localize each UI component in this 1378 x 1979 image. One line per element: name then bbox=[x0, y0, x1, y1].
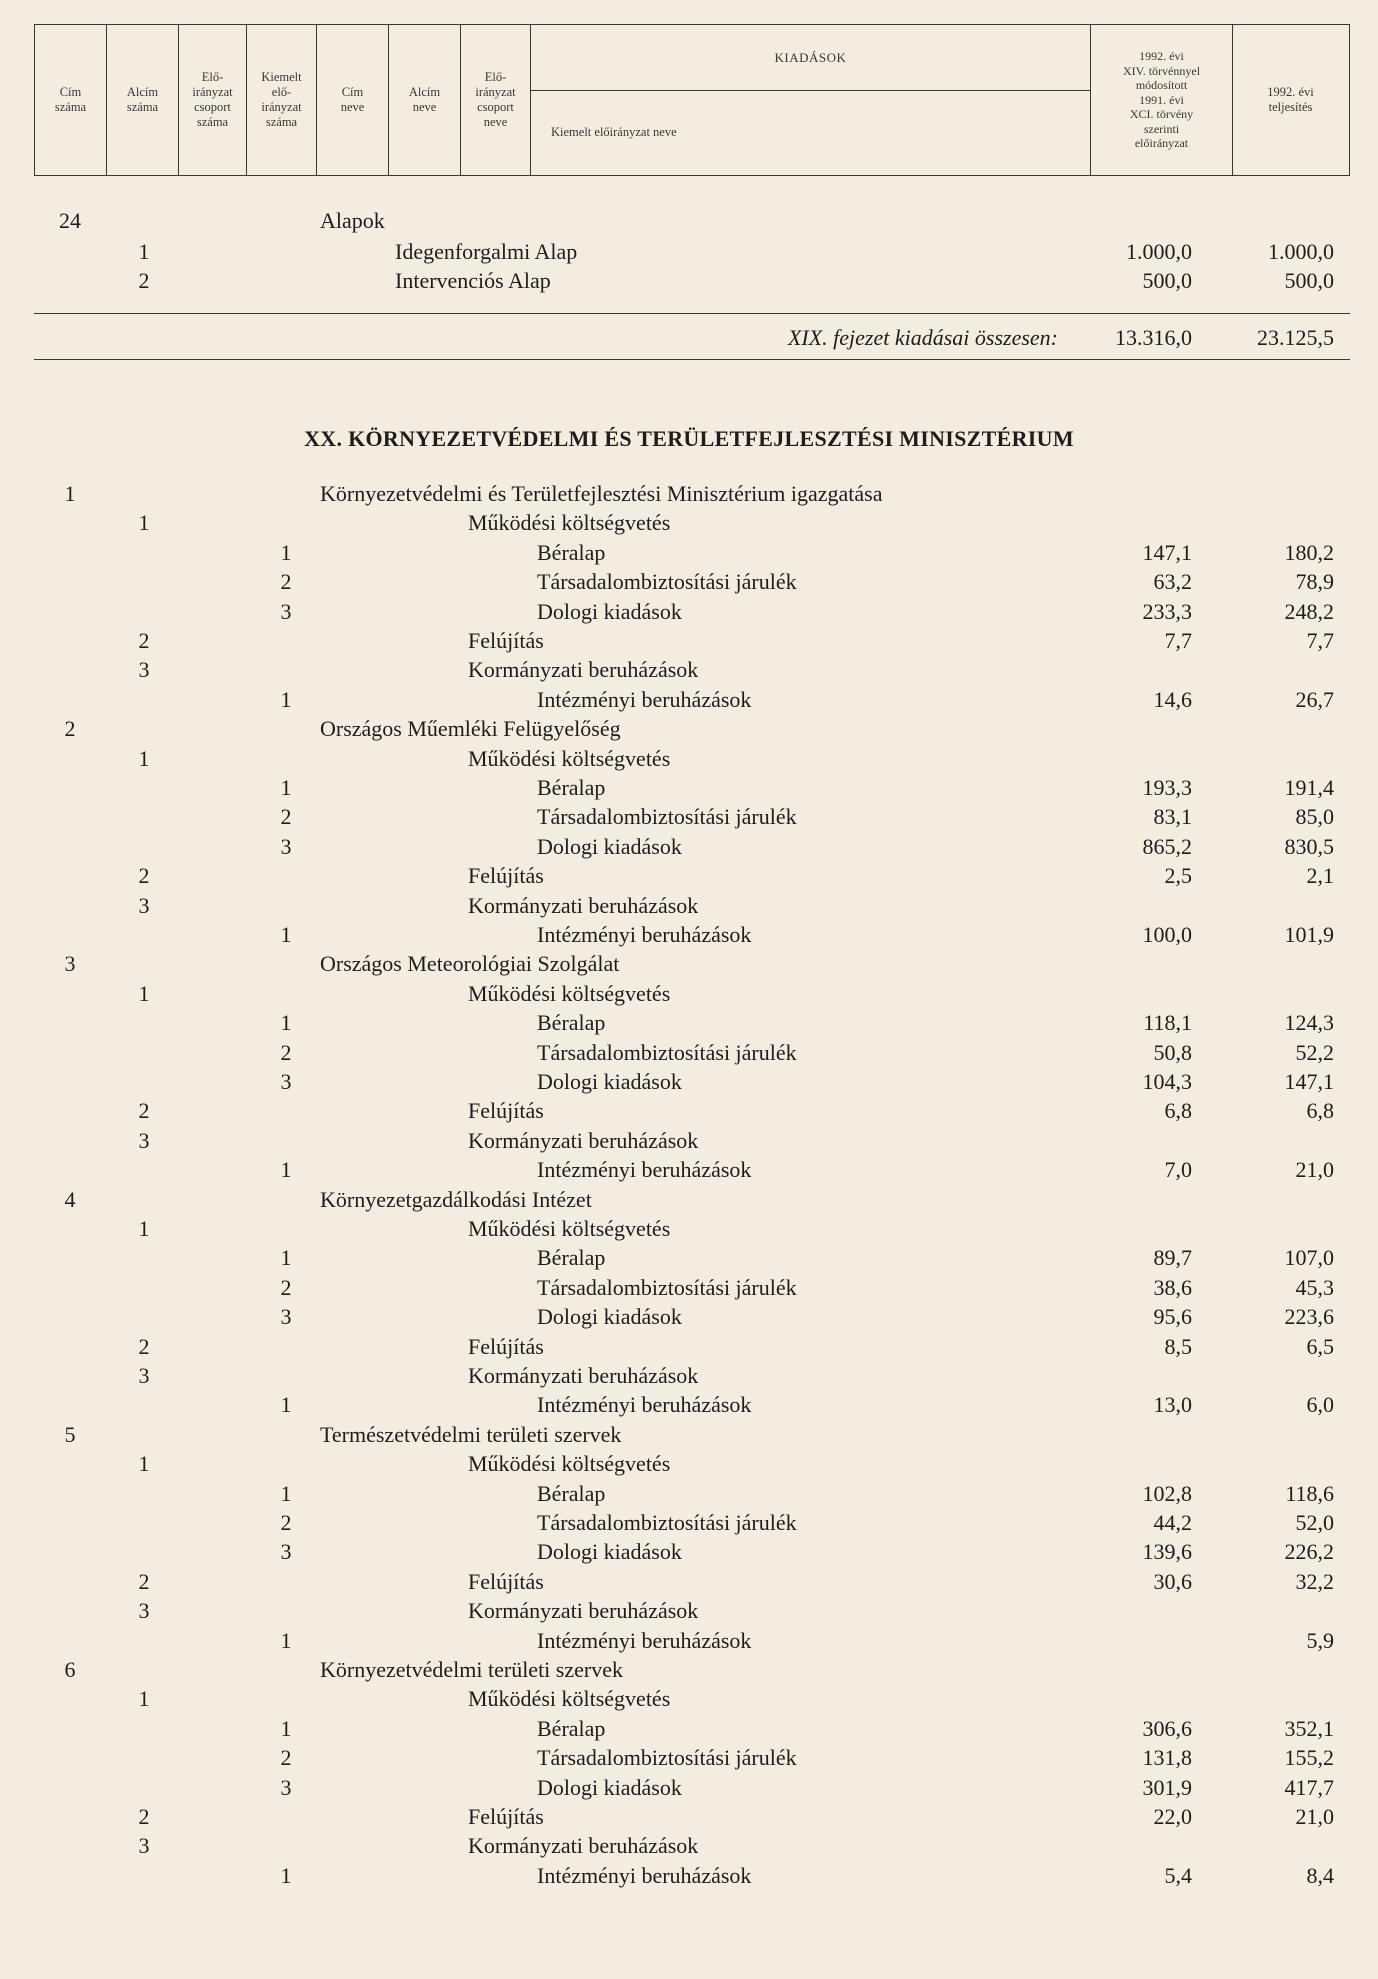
row-eloiranyzat-value: 865,2 bbox=[1142, 833, 1192, 859]
row-name: Társadalombiztosítási járulék bbox=[537, 804, 797, 830]
row-number: 1 bbox=[138, 745, 150, 771]
budget-row-level-3 bbox=[0, 1068, 1378, 1096]
row-number: 6 bbox=[64, 1657, 76, 1682]
row-eloiranyzat-value: 6,8 bbox=[1164, 1098, 1192, 1124]
row-teljesites-value: 21,0 bbox=[1295, 1157, 1334, 1183]
row-number: 1 bbox=[138, 1216, 150, 1241]
row-number: 1 bbox=[280, 1862, 292, 1888]
column-header-table bbox=[34, 24, 1350, 176]
chapter-total-eloiranyzat: 13.316,0 bbox=[1115, 325, 1192, 350]
row-teljesites-value: 191,4 bbox=[1284, 775, 1334, 800]
row-name: Társadalombiztosítási járulék bbox=[537, 1745, 797, 1771]
row-number: 2 bbox=[138, 863, 150, 889]
row-number: 2 bbox=[138, 1568, 150, 1594]
budget-row-level-3 bbox=[0, 1509, 1378, 1537]
budget-row-level-3 bbox=[0, 1009, 1378, 1037]
row-eloiranyzat-value: 14,6 bbox=[1153, 686, 1192, 712]
row-teljesites-value: 248,2 bbox=[1284, 598, 1334, 624]
row-name: Társadalombiztosítási járulék bbox=[537, 1039, 797, 1065]
row-name: Működési költségvetés bbox=[468, 745, 671, 771]
header-teljesites: 1992. évi teljesítés bbox=[1267, 85, 1314, 114]
row-number: 1 bbox=[280, 1157, 292, 1183]
row-number: 3 bbox=[138, 1833, 150, 1859]
budget-row-level-3 bbox=[0, 1538, 1378, 1566]
row-eloiranyzat-value: 22,0 bbox=[1153, 1804, 1192, 1829]
row-name: Országos Műemléki Felügyelőség bbox=[320, 716, 621, 742]
alapok-row-name: Idegenforgalmi Alap bbox=[395, 239, 578, 264]
row-number: 1 bbox=[138, 980, 150, 1006]
row-eloiranyzat-value: 38,6 bbox=[1153, 1274, 1192, 1300]
row-number: 2 bbox=[280, 1274, 292, 1300]
row-name: Dologi kiadások bbox=[537, 1774, 682, 1800]
alapok-row-eloiranyzat: 500,0 bbox=[1142, 268, 1192, 293]
budget-row-level-3 bbox=[0, 686, 1378, 714]
row-name: Dologi kiadások bbox=[537, 598, 682, 624]
row-name: Dologi kiadások bbox=[537, 1069, 682, 1094]
header-eloiranyzat-csoport-szama: Elő- irányzat csoport száma bbox=[179, 25, 247, 175]
row-name: Működési költségvetés bbox=[468, 1216, 671, 1241]
row-name: Működési költségvetés bbox=[468, 980, 671, 1006]
row-name: Felújítás bbox=[468, 1804, 544, 1829]
alapok-row-num: 1 bbox=[138, 239, 150, 264]
header-kiadasok: KIADÁSOK bbox=[531, 25, 1090, 91]
row-number: 2 bbox=[138, 628, 150, 653]
row-name: Béralap bbox=[537, 1480, 606, 1506]
row-number: 3 bbox=[138, 1363, 150, 1388]
row-name: Intézményi beruházások bbox=[537, 922, 752, 947]
alapok-row bbox=[0, 267, 1378, 295]
row-teljesites-value: 52,2 bbox=[1295, 1039, 1334, 1065]
budget-row-level-1 bbox=[0, 715, 1378, 743]
row-name: Intézményi beruházások bbox=[537, 1157, 752, 1183]
row-name: Társadalombiztosítási járulék bbox=[537, 569, 797, 595]
row-name: Működési költségvetés bbox=[468, 1451, 671, 1477]
row-name: Béralap bbox=[537, 1715, 606, 1741]
row-teljesites-value: 101,9 bbox=[1284, 922, 1334, 947]
row-teljesites-value: 155,2 bbox=[1284, 1745, 1334, 1771]
budget-row-level-2 bbox=[0, 1450, 1378, 1478]
row-name: Intézményi beruházások bbox=[537, 1862, 752, 1888]
row-teljesites-value: 6,8 bbox=[1306, 1098, 1334, 1124]
row-number: 1 bbox=[280, 1715, 292, 1741]
budget-row-level-2 bbox=[0, 1127, 1378, 1155]
row-name: Környezetvédelmi területi szervek bbox=[320, 1657, 623, 1682]
row-teljesites-value: 118,6 bbox=[1285, 1480, 1334, 1506]
divider-rule bbox=[34, 359, 1350, 360]
row-teljesites-value: 52,0 bbox=[1295, 1510, 1334, 1535]
row-eloiranyzat-value: 30,6 bbox=[1153, 1568, 1192, 1594]
row-number: 3 bbox=[138, 1127, 150, 1153]
header-kiemelt-eloiranyzat-szama: Kiemelt elő- irányzat száma bbox=[247, 25, 317, 175]
row-eloiranyzat-value: 5,4 bbox=[1164, 1862, 1192, 1888]
row-number: 3 bbox=[138, 657, 150, 683]
row-number: 3 bbox=[280, 833, 292, 859]
budget-row-level-2 bbox=[0, 1832, 1378, 1860]
budget-row-level-2 bbox=[0, 656, 1378, 684]
row-number: 3 bbox=[280, 1304, 292, 1330]
row-number: 2 bbox=[138, 1098, 150, 1124]
row-name: Kormányzati beruházások bbox=[468, 892, 699, 918]
header-cim-neve: Cím neve bbox=[317, 25, 389, 175]
row-number: 1 bbox=[280, 1245, 292, 1271]
budget-row-level-2 bbox=[0, 1097, 1378, 1125]
alapok-title-row bbox=[0, 207, 1378, 235]
row-eloiranyzat-value: 13,0 bbox=[1153, 1392, 1192, 1418]
row-number: 3 bbox=[138, 1598, 150, 1624]
row-name: Felújítás bbox=[468, 628, 544, 653]
row-teljesites-value: 26,7 bbox=[1295, 686, 1334, 712]
row-eloiranyzat-value: 147,1 bbox=[1142, 539, 1192, 565]
row-name: Felújítás bbox=[468, 1568, 544, 1594]
row-eloiranyzat-value: 301,9 bbox=[1142, 1774, 1192, 1800]
row-teljesites-value: 78,9 bbox=[1295, 569, 1334, 595]
row-name: Intézményi beruházások bbox=[537, 1627, 752, 1653]
budget-row-level-3 bbox=[0, 598, 1378, 626]
header-kiadasok-block bbox=[531, 25, 1091, 175]
header-alcim-szama: Alcím száma bbox=[107, 25, 179, 175]
budget-row-level-3 bbox=[0, 1715, 1378, 1743]
row-name: Béralap bbox=[537, 1010, 606, 1036]
budget-row-level-3 bbox=[0, 774, 1378, 802]
row-teljesites-value: 85,0 bbox=[1295, 804, 1334, 830]
row-teljesites-value: 226,2 bbox=[1284, 1539, 1334, 1565]
budget-row-level-3 bbox=[0, 1774, 1378, 1802]
budget-row-level-3 bbox=[0, 1303, 1378, 1331]
row-eloiranyzat-value: 102,8 bbox=[1142, 1480, 1192, 1506]
row-teljesites-value: 45,3 bbox=[1295, 1274, 1334, 1300]
row-teljesites-value: 180,2 bbox=[1284, 539, 1334, 565]
row-number: 2 bbox=[280, 569, 292, 595]
row-number: 1 bbox=[138, 1686, 150, 1712]
row-number: 2 bbox=[280, 1039, 292, 1065]
alapok-row-name: Intervenciós Alap bbox=[395, 268, 551, 293]
row-eloiranyzat-value: 193,3 bbox=[1142, 775, 1192, 800]
row-name: Intézményi beruházások bbox=[537, 1392, 752, 1418]
row-teljesites-value: 830,5 bbox=[1284, 833, 1334, 859]
row-eloiranyzat-value: 2,5 bbox=[1164, 863, 1192, 889]
budget-row-level-2 bbox=[0, 980, 1378, 1008]
header-eloiranyzat-csoport-neve: Elő- irányzat csoport neve bbox=[461, 25, 531, 175]
row-eloiranyzat-value: 89,7 bbox=[1153, 1245, 1192, 1271]
budget-row-level-2 bbox=[0, 862, 1378, 890]
row-name: Országos Meteorológiai Szolgálat bbox=[320, 951, 620, 977]
row-number: 1 bbox=[138, 510, 150, 536]
row-teljesites-value: 147,1 bbox=[1284, 1069, 1334, 1094]
header-kiemelt-eloiranyzat-neve: Kiemelt előirányzat neve bbox=[551, 124, 677, 139]
budget-row-level-2 bbox=[0, 1362, 1378, 1390]
row-number: 2 bbox=[64, 716, 76, 742]
budget-row-level-3 bbox=[0, 1862, 1378, 1890]
row-number: 1 bbox=[280, 686, 292, 712]
row-number: 2 bbox=[280, 804, 292, 830]
row-number: 2 bbox=[138, 1804, 150, 1829]
section-title: XX. KÖRNYEZETVÉDELMI ÉS TERÜLETFEJLESZTÉSI MINISZTÉRIUM bbox=[304, 426, 1074, 451]
budget-row-level-2 bbox=[0, 1333, 1378, 1361]
row-eloiranyzat-value: 139,6 bbox=[1142, 1539, 1192, 1565]
alapok-cim-neve: Alapok bbox=[320, 208, 385, 233]
row-name: Működési költségvetés bbox=[468, 510, 671, 536]
row-number: 2 bbox=[280, 1510, 292, 1535]
row-number: 3 bbox=[64, 951, 76, 977]
alapok-row-num: 2 bbox=[138, 268, 150, 293]
row-number: 1 bbox=[280, 1010, 292, 1036]
row-eloiranyzat-value: 83,1 bbox=[1153, 804, 1192, 830]
row-teljesites-value: 8,4 bbox=[1306, 1862, 1334, 1888]
row-teljesites-value: 7,7 bbox=[1306, 628, 1334, 653]
row-name: Működési költségvetés bbox=[468, 1686, 671, 1712]
budget-row-level-1 bbox=[0, 1421, 1378, 1449]
row-eloiranyzat-value: 306,6 bbox=[1142, 1715, 1192, 1741]
row-name: Dologi kiadások bbox=[537, 833, 682, 859]
budget-row-level-3 bbox=[0, 1156, 1378, 1184]
row-number: 3 bbox=[280, 598, 292, 624]
row-name: Dologi kiadások bbox=[537, 1539, 682, 1565]
row-name: Kormányzati beruházások bbox=[468, 1598, 699, 1624]
row-teljesites-value: 352,1 bbox=[1284, 1715, 1334, 1741]
row-eloiranyzat-value: 104,3 bbox=[1142, 1069, 1192, 1094]
row-name: Béralap bbox=[537, 775, 606, 800]
budget-row-level-2 bbox=[0, 1685, 1378, 1713]
row-eloiranyzat-value: 44,2 bbox=[1153, 1510, 1192, 1535]
row-teljesites-value: 223,6 bbox=[1284, 1304, 1334, 1330]
row-number: 1 bbox=[280, 775, 292, 800]
row-number: 3 bbox=[280, 1539, 292, 1565]
alapok-row bbox=[0, 238, 1378, 266]
header-cim-szama: Cím száma bbox=[35, 25, 107, 175]
row-number: 1 bbox=[280, 922, 292, 947]
row-eloiranyzat-value: 95,6 bbox=[1153, 1304, 1192, 1330]
budget-row-level-2 bbox=[0, 892, 1378, 920]
row-eloiranyzat-value: 100,0 bbox=[1142, 922, 1192, 947]
alapok-row-teljesites: 500,0 bbox=[1284, 268, 1334, 293]
row-teljesites-value: 5,9 bbox=[1306, 1627, 1334, 1653]
budget-row-level-3 bbox=[0, 1744, 1378, 1772]
row-number: 3 bbox=[280, 1069, 292, 1094]
row-name: Felújítás bbox=[468, 863, 544, 889]
budget-row-level-2 bbox=[0, 1568, 1378, 1596]
budget-row-level-2 bbox=[0, 1803, 1378, 1831]
budget-row-level-2 bbox=[0, 1215, 1378, 1243]
budget-row-level-3 bbox=[0, 1274, 1378, 1302]
row-name: Felújítás bbox=[468, 1098, 544, 1124]
budget-row-level-3 bbox=[0, 1391, 1378, 1419]
row-name: Felújítás bbox=[468, 1333, 544, 1359]
row-name: Kormányzati beruházások bbox=[468, 657, 699, 683]
header-alcim-neve: Alcím neve bbox=[389, 25, 461, 175]
row-number: 1 bbox=[280, 1480, 292, 1506]
row-number: 2 bbox=[280, 1745, 292, 1771]
row-eloiranyzat-value: 131,8 bbox=[1142, 1745, 1192, 1771]
budget-row-level-3 bbox=[0, 921, 1378, 949]
chapter-total-teljesites: 23.125,5 bbox=[1257, 325, 1334, 350]
row-teljesites-value: 32,2 bbox=[1295, 1568, 1334, 1594]
budget-row-level-2 bbox=[0, 627, 1378, 655]
budget-row-level-3 bbox=[0, 539, 1378, 567]
row-number: 3 bbox=[138, 892, 150, 918]
row-name: Béralap bbox=[537, 539, 606, 565]
row-name: Környezetgazdálkodási Intézet bbox=[320, 1186, 592, 1212]
row-eloiranyzat-value: 233,3 bbox=[1142, 598, 1192, 624]
row-number: 1 bbox=[64, 481, 76, 506]
row-name: Kormányzati beruházások bbox=[468, 1833, 699, 1859]
row-eloiranyzat-value: 8,5 bbox=[1164, 1333, 1192, 1359]
row-name: Kormányzati beruházások bbox=[468, 1363, 699, 1388]
chapter-total-label: XIX. fejezet kiadásai összesen: bbox=[787, 325, 1058, 350]
row-number: 4 bbox=[64, 1186, 76, 1212]
row-eloiranyzat-value: 50,8 bbox=[1153, 1039, 1192, 1065]
header-modositott-eloiranyzat: 1992. évi XIV. törvénnyel módosított 1991. évi XCI. törvény szerinti előirányzat bbox=[1091, 25, 1233, 175]
row-number: 1 bbox=[280, 539, 292, 565]
row-teljesites-value: 6,5 bbox=[1306, 1333, 1334, 1359]
budget-row-level-3 bbox=[0, 568, 1378, 596]
chapter-total-row bbox=[0, 323, 1378, 353]
alapok-row-teljesites: 1.000,0 bbox=[1268, 239, 1334, 264]
row-teljesites-value: 107,0 bbox=[1284, 1245, 1334, 1271]
row-teljesites-value: 6,0 bbox=[1306, 1392, 1334, 1418]
budget-row-level-3 bbox=[0, 1039, 1378, 1067]
budget-row-level-2 bbox=[0, 745, 1378, 773]
row-eloiranyzat-value: 7,0 bbox=[1164, 1157, 1192, 1183]
row-teljesites-value: 2,1 bbox=[1306, 863, 1334, 889]
row-number: 5 bbox=[64, 1421, 76, 1447]
row-name: Társadalombiztosítási járulék bbox=[537, 1274, 797, 1300]
budget-row-level-3 bbox=[0, 1480, 1378, 1508]
row-name: Kormányzati beruházások bbox=[468, 1127, 699, 1153]
row-name: Természetvédelmi területi szervek bbox=[320, 1421, 622, 1447]
divider-rule bbox=[34, 313, 1350, 314]
budget-row-level-2 bbox=[0, 509, 1378, 537]
row-number: 1 bbox=[280, 1627, 292, 1653]
budget-row-level-1 bbox=[0, 1656, 1378, 1684]
row-number: 1 bbox=[280, 1392, 292, 1418]
budget-row-level-3 bbox=[0, 1244, 1378, 1272]
budget-row-level-3 bbox=[0, 803, 1378, 831]
row-name: Intézményi beruházások bbox=[537, 686, 752, 712]
row-number: 2 bbox=[138, 1333, 150, 1359]
row-teljesites-value: 21,0 bbox=[1295, 1804, 1334, 1829]
budget-row-level-3 bbox=[0, 833, 1378, 861]
row-name: Környezetvédelmi és Területfejlesztési Minisztérium igazgatása bbox=[320, 481, 883, 506]
budget-row-level-1 bbox=[0, 950, 1378, 978]
row-name: Dologi kiadások bbox=[537, 1304, 682, 1330]
row-teljesites-value: 417,7 bbox=[1284, 1774, 1334, 1800]
row-eloiranyzat-value: 63,2 bbox=[1153, 569, 1192, 595]
budget-row-level-3 bbox=[0, 1627, 1378, 1655]
budget-row-level-1 bbox=[0, 1186, 1378, 1214]
row-name: Béralap bbox=[537, 1245, 606, 1271]
budget-row-level-2 bbox=[0, 1597, 1378, 1625]
budget-row-level-1 bbox=[0, 480, 1378, 508]
row-eloiranyzat-value: 118,1 bbox=[1143, 1010, 1192, 1036]
alapok-row-eloiranyzat: 1.000,0 bbox=[1126, 239, 1192, 264]
row-name: Társadalombiztosítási járulék bbox=[537, 1510, 797, 1535]
row-teljesites-value: 124,3 bbox=[1284, 1010, 1334, 1036]
row-number: 1 bbox=[138, 1451, 150, 1477]
row-number: 3 bbox=[280, 1774, 292, 1800]
row-eloiranyzat-value: 7,7 bbox=[1164, 628, 1192, 653]
alapok-cim-szama: 24 bbox=[59, 208, 81, 233]
